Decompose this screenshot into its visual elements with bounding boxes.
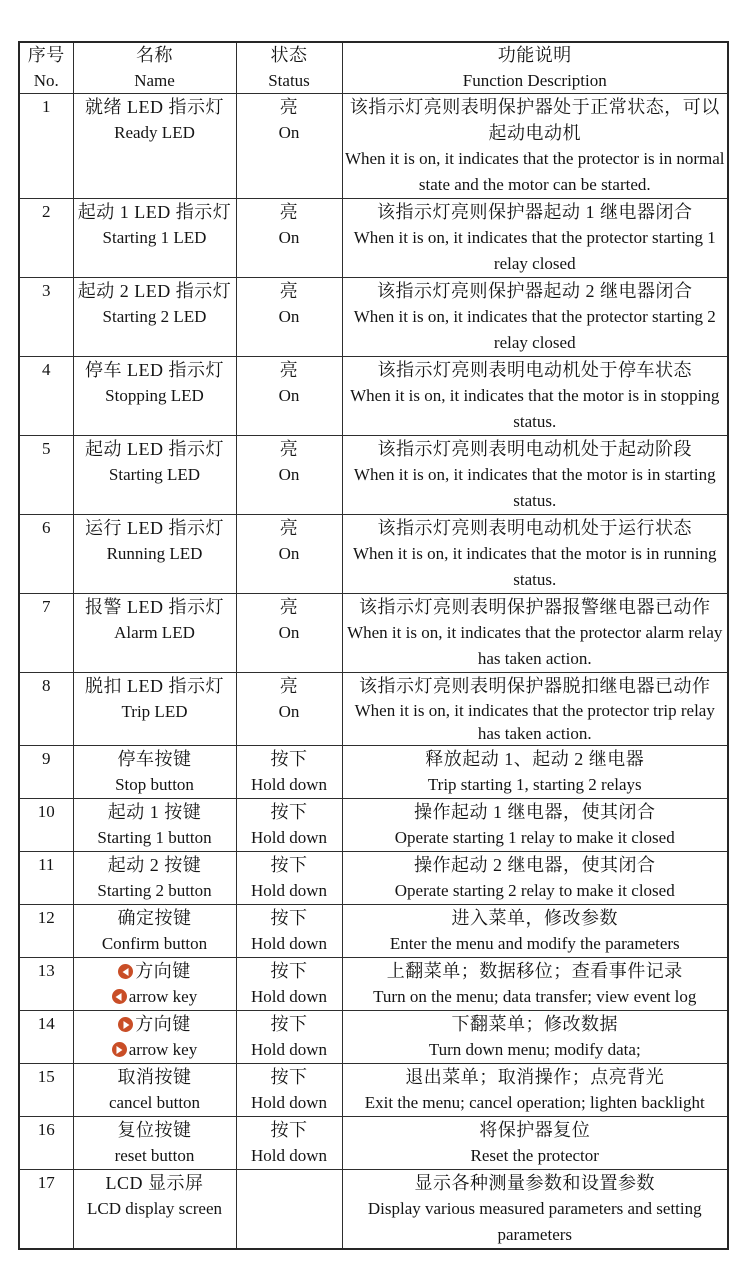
cell-status (236, 673, 342, 746)
description-zh: 上翻菜单；数据移位；查看事件记录 (386, 961, 683, 981)
description-en: When it is on, it indicates that the protector alarm relay has taken action. (347, 623, 723, 668)
name-en: Starting 2 LED (102, 307, 207, 326)
name-en: Confirm button (101, 934, 208, 953)
cell-status (236, 852, 342, 905)
cell-no (19, 673, 73, 746)
description-zh: 该指示灯亮则保护器起动 1 继电器闭合 (377, 202, 693, 222)
cell-description (342, 905, 728, 958)
row-number: 16 (37, 1120, 55, 1139)
header-no (19, 42, 73, 94)
row-number: 2 (42, 202, 51, 221)
status-en: On (278, 623, 300, 642)
cell-name (73, 199, 236, 278)
status-en: On (278, 386, 300, 405)
table-row (19, 94, 728, 199)
cell-status (236, 199, 342, 278)
name-zh: 就绪 LED 指示灯 (85, 97, 224, 117)
table-row (19, 958, 728, 1011)
description-en: When it is on, it indicates that the protector starting 2 relay closed (353, 307, 716, 352)
row-number: 1 (42, 97, 51, 116)
name-en: Starting 1 button (97, 828, 212, 847)
status-zh: 按下 (270, 1067, 308, 1087)
table-row (19, 1064, 728, 1117)
cell-description (342, 515, 728, 594)
description-en: Display various measured parameters and setting parameters (367, 1199, 702, 1244)
name-en: cancel button (108, 1093, 201, 1112)
cell-status (236, 799, 342, 852)
status-en: Hold down (250, 881, 328, 900)
status-zh: 亮 (279, 360, 299, 380)
row-number: 17 (37, 1173, 55, 1192)
name-zh: 运行 LED 指示灯 (85, 518, 224, 538)
name-en: LCD display screen (86, 1199, 223, 1218)
cell-name (73, 799, 236, 852)
name-en: arrow key (128, 1040, 198, 1059)
status-en: Hold down (250, 828, 328, 847)
cell-name (73, 436, 236, 515)
description-en: When it is on, it indicates that the protector starting 1 relay closed (353, 228, 716, 273)
status-zh: 按下 (270, 1014, 308, 1034)
cell-no (19, 1170, 73, 1250)
description-zh: 该指示灯亮则表明电动机处于停车状态 (377, 360, 692, 380)
name-zh: 停车按键 (117, 749, 192, 769)
description-en: Turn down menu; modify data; (428, 1040, 641, 1059)
status-en: Hold down (250, 775, 328, 794)
name-zh: 起动 1 按键 (107, 802, 202, 822)
description-zh: 操作起动 1 继电器，使其闭合 (414, 802, 656, 822)
cell-no (19, 94, 73, 199)
cell-status (236, 958, 342, 1011)
name-zh: 取消按键 (117, 1067, 192, 1087)
cell-description (342, 357, 728, 436)
header-row (19, 42, 728, 94)
cell-no (19, 199, 73, 278)
status-zh: 按下 (270, 961, 308, 981)
row-number: 4 (42, 360, 51, 379)
description-zh: 下翻菜单；修改数据 (451, 1014, 618, 1034)
description-zh: 将保护器复位 (479, 1120, 591, 1140)
name-en: Stop button (115, 775, 194, 794)
name-zh: 确定按键 (117, 908, 192, 928)
description-en: Turn on the menu; data transfer; view event log (373, 987, 697, 1006)
row-number: 13 (37, 961, 55, 980)
cell-description (342, 852, 728, 905)
cell-no (19, 436, 73, 515)
row-number: 14 (37, 1014, 55, 1033)
cell-description (342, 1011, 728, 1064)
cell-name (73, 515, 236, 594)
description-en: When it is on, it indicates that the motor is in starting status. (353, 465, 716, 510)
name-zh: 起动 2 按键 (107, 855, 202, 875)
name-en: Running LED (106, 544, 203, 563)
name-en: Trip LED (121, 702, 188, 721)
name-zh: LCD 显示屏 (105, 1173, 204, 1193)
table-row (19, 1117, 728, 1170)
cell-no (19, 746, 73, 799)
status-en: Hold down (250, 1093, 328, 1112)
description-en: When it is on, it indicates that the protector trip relay has taken action. (354, 701, 715, 743)
status-zh: 亮 (279, 281, 299, 301)
name-zh: 起动 LED 指示灯 (85, 439, 224, 459)
name-en: Stopping LED (105, 386, 204, 405)
name-zh: 停车 LED 指示灯 (85, 360, 224, 380)
cell-no (19, 958, 73, 1011)
status-en: Hold down (250, 1146, 328, 1165)
cell-status (236, 1170, 342, 1250)
description-zh: 进入菜单，修改参数 (451, 908, 618, 928)
row-number: 12 (37, 908, 55, 927)
cell-no (19, 515, 73, 594)
cell-status (236, 905, 342, 958)
status-zh: 按下 (270, 749, 308, 769)
name-zh: 方向键 (135, 961, 191, 981)
row-number: 3 (42, 281, 51, 300)
name-en: Starting LED (108, 465, 201, 484)
table-row (19, 199, 728, 278)
row-number: 6 (42, 518, 51, 537)
status-en: On (278, 307, 300, 326)
cell-status (236, 94, 342, 199)
cell-name (73, 958, 236, 1011)
description-zh: 显示各种测量参数和设置参数 (414, 1173, 655, 1193)
table-row (19, 594, 728, 673)
cell-no (19, 1011, 73, 1064)
header-status-zh: 状态 (270, 45, 308, 65)
cell-no (19, 852, 73, 905)
description-zh: 释放起动 1、起动 2 继电器 (425, 749, 645, 769)
cell-name (73, 852, 236, 905)
status-en: Hold down (250, 1040, 328, 1059)
table-row (19, 905, 728, 958)
status-zh: 按下 (270, 908, 308, 928)
cell-name (73, 594, 236, 673)
cell-description (342, 1117, 728, 1170)
cell-status (236, 515, 342, 594)
table-row (19, 278, 728, 357)
name-en: reset button (114, 1146, 195, 1165)
status-zh: 按下 (270, 1120, 308, 1140)
status-zh: 亮 (279, 518, 299, 538)
table-row (19, 1011, 728, 1064)
left-arrow-icon (112, 989, 127, 1004)
header-status (236, 42, 342, 94)
cell-status (236, 1011, 342, 1064)
description-zh: 该指示灯亮则表明保护器报警继电器已动作 (359, 597, 711, 617)
row-number: 5 (42, 439, 51, 458)
description-en: Enter the menu and modify the parameters (389, 934, 680, 953)
status-en: On (278, 702, 300, 721)
row-number: 8 (42, 676, 51, 695)
cell-description (342, 94, 728, 199)
description-en: Operate starting 1 relay to make it closed (394, 828, 675, 847)
description-en: When it is on, it indicates that the protector is in normal state and the motor can be started. (344, 149, 725, 194)
cell-no (19, 1064, 73, 1117)
status-en: On (278, 465, 300, 484)
cell-status (236, 594, 342, 673)
name-en: Starting 2 button (97, 881, 212, 900)
right-arrow-icon (118, 1017, 133, 1032)
status-en: On (278, 544, 300, 563)
status-zh: 亮 (279, 202, 299, 222)
status-en: Hold down (250, 934, 328, 953)
table-row (19, 1170, 728, 1250)
cell-name (73, 357, 236, 436)
cell-description (342, 1170, 728, 1250)
name-zh: 脱扣 LED 指示灯 (85, 676, 224, 696)
name-en: arrow key (128, 987, 198, 1006)
status-zh: 按下 (270, 802, 308, 822)
description-en: Operate starting 2 relay to make it closed (394, 881, 675, 900)
status-zh: 亮 (279, 597, 299, 617)
cell-name (73, 746, 236, 799)
name-zh: 起动 2 LED 指示灯 (77, 281, 232, 301)
description-zh: 退出菜单；取消操作；点亮背光 (405, 1067, 665, 1087)
cell-no (19, 905, 73, 958)
cell-name (73, 278, 236, 357)
description-zh: 操作起动 2 继电器，使其闭合 (414, 855, 656, 875)
cell-name (73, 1170, 236, 1250)
row-number: 11 (38, 855, 55, 874)
cell-description (342, 746, 728, 799)
description-en: When it is on, it indicates that the motor is in running status. (352, 544, 717, 589)
cell-description (342, 799, 728, 852)
cell-name (73, 673, 236, 746)
cell-status (236, 278, 342, 357)
description-en: When it is on, it indicates that the motor is in stopping status. (350, 386, 720, 431)
cell-name (73, 1064, 236, 1117)
name-zh: 报警 LED 指示灯 (85, 597, 224, 617)
description-en: Exit the menu; cancel operation; lighten backlight (364, 1093, 705, 1112)
cell-description (342, 958, 728, 1011)
cell-description (342, 199, 728, 278)
table-row (19, 799, 728, 852)
table-row (19, 852, 728, 905)
status-en: On (278, 123, 300, 142)
cell-name (73, 905, 236, 958)
cell-name (73, 1117, 236, 1170)
row-number: 10 (37, 802, 55, 821)
cell-status (236, 1064, 342, 1117)
status-zh: 亮 (279, 439, 299, 459)
row-number: 15 (37, 1067, 55, 1086)
status-zh: 亮 (279, 676, 299, 696)
status-zh: 亮 (279, 97, 299, 117)
table-row (19, 515, 728, 594)
cell-description (342, 436, 728, 515)
header-name-en: Name (134, 71, 175, 90)
header-name-zh: 名称 (136, 45, 173, 65)
right-arrow-icon (112, 1042, 127, 1057)
function-description-table (18, 41, 729, 1250)
cell-no (19, 357, 73, 436)
status-en: On (278, 228, 300, 247)
description-en: Trip starting 1, starting 2 relays (427, 775, 642, 794)
description-zh: 该指示灯亮则表明保护器脱扣继电器已动作 (359, 676, 711, 696)
cell-name (73, 1011, 236, 1064)
name-zh: 方向键 (135, 1014, 191, 1034)
cell-no (19, 1117, 73, 1170)
description-zh: 该指示灯亮则表明保护器处于正常状态，可以起动电动机 (349, 97, 720, 143)
cell-name (73, 94, 236, 199)
header-status-en: Status (268, 71, 310, 90)
cell-status (236, 436, 342, 515)
cell-description (342, 594, 728, 673)
status-zh: 按下 (270, 855, 308, 875)
cell-description (342, 673, 728, 746)
name-en: Ready LED (114, 123, 195, 142)
name-zh: 复位按键 (117, 1120, 192, 1140)
description-zh: 该指示灯亮则表明电动机处于起动阶段 (377, 439, 692, 459)
row-number: 7 (42, 597, 51, 616)
row-number: 9 (42, 749, 51, 768)
header-description (342, 42, 728, 94)
cell-no (19, 278, 73, 357)
cell-status (236, 746, 342, 799)
description-zh: 该指示灯亮则保护器起动 2 继电器闭合 (377, 281, 693, 301)
header-description-en: Function Description (462, 71, 607, 90)
description-en: Reset the protector (470, 1146, 599, 1165)
cell-description (342, 1064, 728, 1117)
cell-status (236, 1117, 342, 1170)
cell-no (19, 594, 73, 673)
cell-description (342, 278, 728, 357)
name-en: Alarm LED (114, 623, 195, 642)
description-zh: 该指示灯亮则表明电动机处于运行状态 (377, 518, 692, 538)
header-description-zh: 功能说明 (497, 45, 572, 65)
status-en: Hold down (250, 987, 328, 1006)
header-no-zh: 序号 (27, 45, 65, 65)
table-row (19, 673, 728, 746)
table-row (19, 436, 728, 515)
header-name (73, 42, 236, 94)
header-no-en: No. (33, 71, 59, 90)
table-row (19, 746, 728, 799)
cell-status (236, 357, 342, 436)
table-row (19, 357, 728, 436)
name-zh: 起动 1 LED 指示灯 (77, 202, 232, 222)
left-arrow-icon (118, 964, 133, 979)
name-en: Starting 1 LED (102, 228, 207, 247)
cell-no (19, 799, 73, 852)
